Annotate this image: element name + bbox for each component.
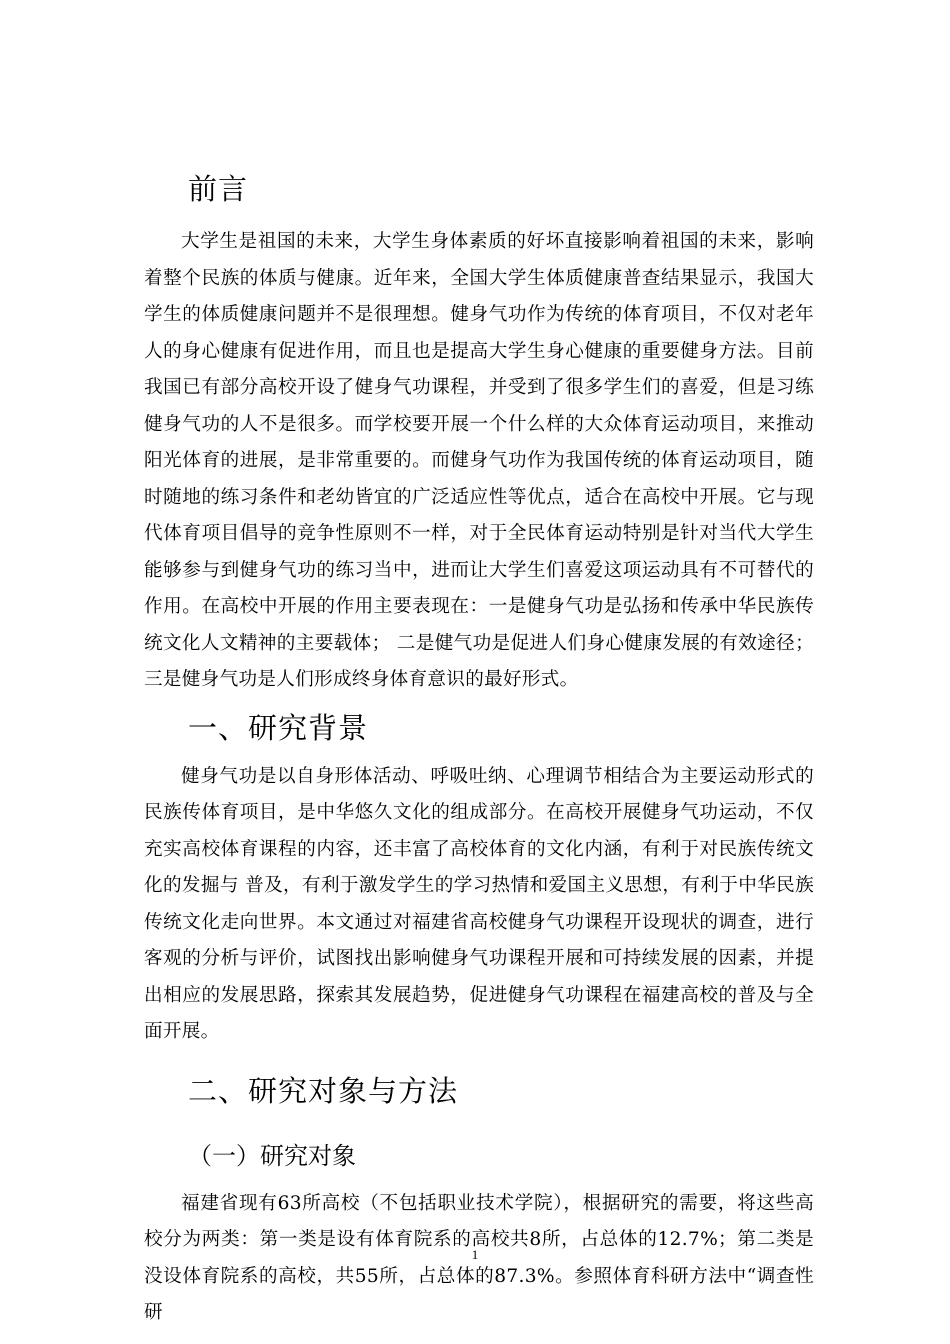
- page-content: [144, 166, 814, 1332]
- subjects-paragraph: 福建省现有63所高校（不包括职业技术学院），根据研究的需要，将这些高校分为两类：第一类是设有体育院系的高校共8所，占总体的12.7%；第二类是没设体育院系的高校，共55所，占总体的87.3%。参照体育科研方法中“调查性研: [144, 1192, 814, 1323]
- methods-heading: 二、研究对象与方法: [188, 1073, 459, 1108]
- page-number: 1: [471, 1247, 479, 1262]
- preface-heading: 前言: [188, 172, 249, 206]
- background-heading: 一、研究背景: [188, 710, 369, 745]
- background-paragraph: 健身气功是以自身形体活动、呼吸吐纳、心理调节相结合为主要运动形式的民族传体育项目，是中华悠久文化的组成部分。在高校开展健身气功运动，不仅充实高校体育课程的内容，还丰富了高校体育的文化内涵，有利于对民族传统文化的发掘与 普及，有利于激发学生的学习热情和爱国主义思想，有利于中华民族传统文化走向世界。本文通过对福建省高校健身气功课程开设现状的调查，进行客观的分析与评价，试图找出影响健身气功课程开展和可持续发展的因素，并提出相应的发展思路，探索其发展趋势，促进健身气功课程在福建高校的普及与全面开展。: [144, 765, 814, 1042]
- preface-paragraph: 大学生是祖国的未来，大学生身体素质的好坏直接影响着祖国的未来，影响着整个民族的体质与健康。近年来，全国大学生体质健康普查结果显示，我国大学生的体质健康问题并不是很理想。健身气功作为传统的体育项目，不仅对老年人的身心健康有促进作用，而且也是提高大学生身心健康的重要健身方法。目前我国已有部分高校开设了健身气功课程，并受到了很多学生们的喜爱，但是习练健身气功的人不是很多。而学校要开展一个什么样的大众体育运动项目，来推动阳光体育的进展，是非常重要的。而健身气功作为我国传统的体育运动项目，随时随地的练习条件和老幼皆宜的广泛适应性等优点，适合在高校中开展。它与现代体育项目倡导的竞争性原则不一样，对于全民体育运动特别是针对当代大学生能够参与到健身气功的练习当中，进而让大学生们喜爱这项运动具有不可替代的作用。在高校中开展的作用主要表现在：一是健身气功是弘扬和传承中华民族传统文化人文精神的主要载体； 二是健气功是促进人们身心健康发展的有效途径；三是健身气功是人们形成终身体育意识的最好形式。: [144, 231, 814, 690]
- subjects-heading: （一）研究对象: [188, 1141, 356, 1170]
